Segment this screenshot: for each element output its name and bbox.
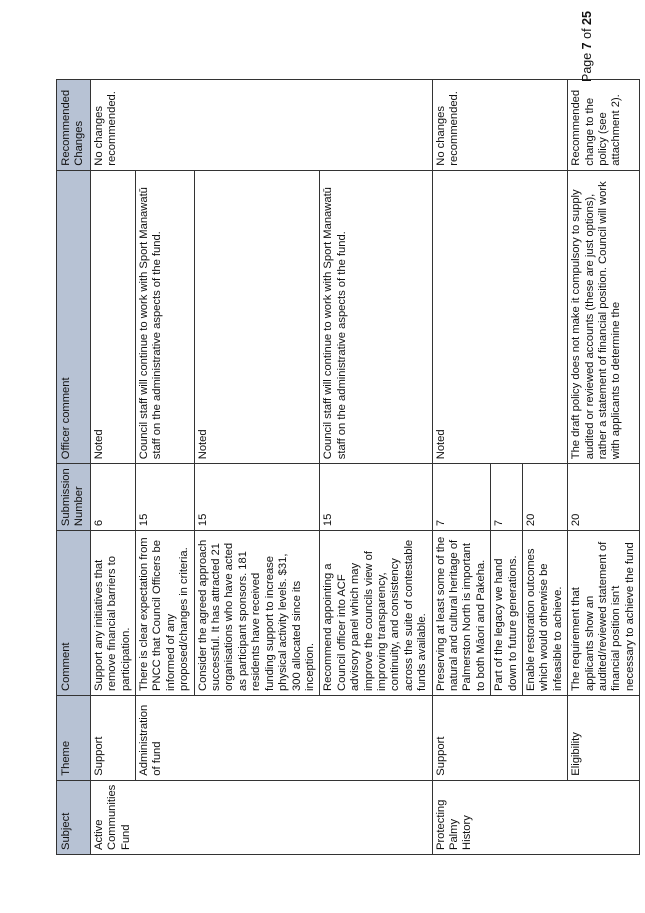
- of-label: of: [580, 28, 594, 39]
- comment-cell: Consider the agreed approach successful. It has attracted 21 organisations who have acted as participant sponsors. 181 residents have received funding support to increase physical activity levels. $31, 300 allocated since its inception.: [194, 531, 320, 696]
- officer-comment-cell: Council staff will continue to work with Sport Manawatū staff on the administrative aspects of the fund.: [136, 170, 195, 464]
- table-row: [432, 80, 491, 855]
- subject-cell: Protecting Palmy History: [432, 780, 640, 854]
- comment-cell: Part of the legacy we hand down to future generations.: [491, 531, 523, 696]
- theme-cell: Eligibility: [568, 695, 640, 780]
- officer-comment-cell: Noted: [432, 170, 568, 464]
- submission-cell: 15: [194, 464, 320, 531]
- officer-comment-cell: The draft policy does not make it compulsory to supply audited or reviewed accounts (these are just options), rather a statement of financial position. Council will work with applicants to determine the: [568, 170, 640, 464]
- submission-cell: 6: [90, 464, 135, 531]
- submission-cell: 15: [320, 464, 432, 531]
- recommended-cell: No changes recommended.: [90, 80, 432, 171]
- header-comment: Comment: [57, 531, 91, 696]
- submission-cell: 15: [136, 464, 195, 531]
- subject-cell: Active Communities Fund: [90, 780, 432, 854]
- submissions-table: [56, 79, 640, 855]
- submission-cell: 7: [491, 464, 523, 531]
- comment-cell: Support any initiatives that remove financial barriers to participation.: [90, 531, 135, 696]
- officer-comment-cell: Noted: [194, 170, 320, 464]
- comment-cell: The requirement that applicants show an audited/reviewed statement of financial position isn't necessary to achieve the fund: [568, 531, 640, 696]
- total-pages: 25: [580, 11, 594, 25]
- recommended-cell: No changes recommended.: [432, 80, 568, 171]
- comment-cell: Preserving at least some of the natural and cultural heritage of Palmerston North is important to both Māori and Pakeha.: [432, 531, 491, 696]
- page-number-footer: [580, 11, 594, 82]
- current-page-number: 7: [580, 42, 594, 50]
- officer-comment-cell: Noted: [90, 170, 135, 464]
- submission-cell: 20: [568, 464, 640, 531]
- header-subject: Subject: [57, 780, 91, 854]
- table-row: [136, 80, 195, 855]
- submission-cell: 7: [432, 464, 491, 531]
- header-theme: Theme: [57, 695, 91, 780]
- recommended-cell: Recommended change to the policy (see attachment 2).: [568, 80, 640, 171]
- header-officer-comment: Officer comment: [57, 170, 91, 464]
- submission-cell: 20: [523, 464, 568, 531]
- theme-cell: Administration of fund: [136, 695, 433, 780]
- header-submission-number: Submission Number: [57, 464, 91, 531]
- comment-cell: Recommend appointing a Council officer into ACF advisory panel which may improve the councils view of improving transparency, continuity, and consistency across the suite of contestable funds available.: [320, 531, 432, 696]
- comment-cell: There is clear expectation from PNCC that Council Officers be informed of any proposed/changes in criteria.: [136, 531, 195, 696]
- comment-cell: Enable restoration outcomes which would otherwise be infeasible to achieve.: [523, 531, 568, 696]
- header-recommended-changes: Recommended Changes: [57, 80, 91, 171]
- theme-cell: Support: [432, 695, 568, 780]
- table-row: [568, 80, 640, 855]
- theme-cell: Support: [90, 695, 135, 780]
- table-row: [90, 80, 135, 855]
- officer-comment-cell: Council staff will continue to work with Sport Manawatū staff on the administrative aspects of the fund.: [320, 170, 432, 464]
- table-header-row: [57, 80, 91, 855]
- page-label: Page: [580, 52, 594, 82]
